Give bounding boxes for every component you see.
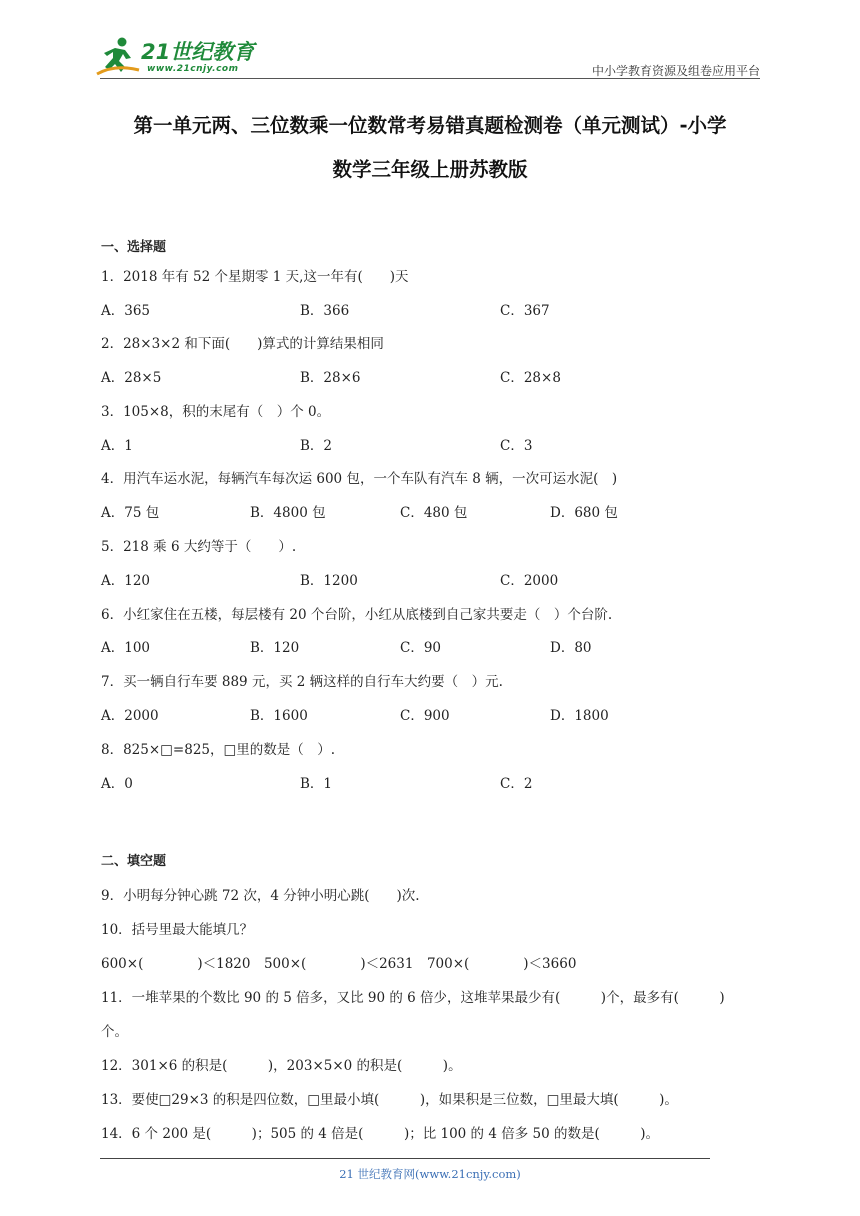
question-4: 4．用汽车运水泥，每辆汽车每次运 600 包，一个车队有汽车 8 辆，一次可运水泥( ) xyxy=(101,471,618,487)
q7-option-d: D．1800 xyxy=(550,708,609,724)
question-11-cont: 个。 xyxy=(101,1024,128,1040)
q2-option-b: B．28×6 xyxy=(300,370,361,386)
q4-option-a: A．75 包 xyxy=(101,505,160,521)
platform-name: 中小学教育资源及组卷应用平台 xyxy=(591,64,760,78)
runner-icon xyxy=(95,34,145,78)
q7-option-c: C．900 xyxy=(400,708,450,724)
q6-option-c: C．90 xyxy=(400,640,442,656)
question-7: 7．买一辆自行车要 889 元，买 2 辆这样的自行车大约要（ ）元. xyxy=(101,674,503,690)
q3-option-c: C．3 xyxy=(500,438,533,454)
q3-option-a: A．1 xyxy=(101,438,133,454)
section-fill-heading: 二、填空题 xyxy=(101,854,167,869)
q5-option-b: B．1200 xyxy=(300,573,358,589)
q2-option-c: C．28×8 xyxy=(500,370,561,386)
logo-url: www.21cnjy.com xyxy=(147,64,239,74)
question-10-expression: 600×( )＜1820 500×( )＜2631 700×( )＜3660 xyxy=(101,956,577,972)
site-logo xyxy=(95,34,295,78)
question-6: 6．小红家住在五楼，每层楼有 20 个台阶，小红从底楼到自己家共要走（ ）个台阶. xyxy=(101,607,613,623)
question-13: 13．要使□29×3 的积是四位数，□里最小填( )，如果积是三位数，□里最大填( )。 xyxy=(101,1092,678,1108)
question-2: 2．28×3×2 和下面( )算式的计算结果相同 xyxy=(101,336,384,352)
question-11: 11．一堆苹果的个数比 90 的 5 倍多，又比 90 的 6 倍少，这堆苹果最少有( )个，最多有( ) xyxy=(101,990,725,1006)
question-9: 9．小明每分钟心跳 72 次，4 分钟小明心跳( )次. xyxy=(101,888,420,904)
section-choice-heading: 一、选择题 xyxy=(101,240,167,255)
q8-option-b: B．1 xyxy=(300,776,333,792)
q4-option-d: D．680 包 xyxy=(550,505,618,521)
doc-title-line1: 第一单元两、三位数乘一位数常考易错真题检测卷（单元测试）-小学 xyxy=(133,114,727,137)
footer-text: 21 世纪教育网(www.21cnjy.com) xyxy=(339,1167,521,1181)
q4-option-b: B．4800 包 xyxy=(250,505,326,521)
q2-option-a: A．28×5 xyxy=(101,370,162,386)
q8-option-a: A．0 xyxy=(101,776,133,792)
q5-option-a: A．120 xyxy=(101,573,151,589)
question-8: 8．825×□=825，□里的数是（ ）. xyxy=(101,742,336,758)
q1-option-a: A．365 xyxy=(101,303,151,319)
q5-option-c: C．2000 xyxy=(500,573,559,589)
q7-option-a: A．2000 xyxy=(101,708,159,724)
logo-text: 21世纪教育 xyxy=(141,40,255,64)
q1-option-b: B．366 xyxy=(300,303,350,319)
q4-option-c: C．480 包 xyxy=(400,505,468,521)
doc-title-line2: 数学三年级上册苏教版 xyxy=(332,158,528,181)
q8-option-c: C．2 xyxy=(500,776,533,792)
question-3: 3．105×8，积的末尾有（ ）个 0。 xyxy=(101,404,331,420)
q7-option-b: B．1600 xyxy=(250,708,308,724)
q6-option-d: D．80 xyxy=(550,640,592,656)
footer-divider xyxy=(100,1158,710,1159)
question-5: 5．218 乘 6 大约等于（ ）. xyxy=(101,539,297,555)
question-12: 12．301×6 的积是( )，203×5×0 的积是( )。 xyxy=(101,1058,462,1074)
header-divider xyxy=(100,78,760,79)
q3-option-b: B．2 xyxy=(300,438,333,454)
question-14: 14．6 个 200 是( )；505 的 4 倍是( )；比 100 的 4 倍多 50 的数是( )。 xyxy=(101,1126,660,1142)
question-1: 1．2018 年有 52 个星期零 1 天,这一年有( )天 xyxy=(101,269,409,285)
page-header xyxy=(95,30,760,80)
q6-option-a: A．100 xyxy=(101,640,151,656)
q6-option-b: B．120 xyxy=(250,640,300,656)
question-10: 10．括号里最大能填几？ xyxy=(101,922,254,938)
q1-option-c: C．367 xyxy=(500,303,550,319)
